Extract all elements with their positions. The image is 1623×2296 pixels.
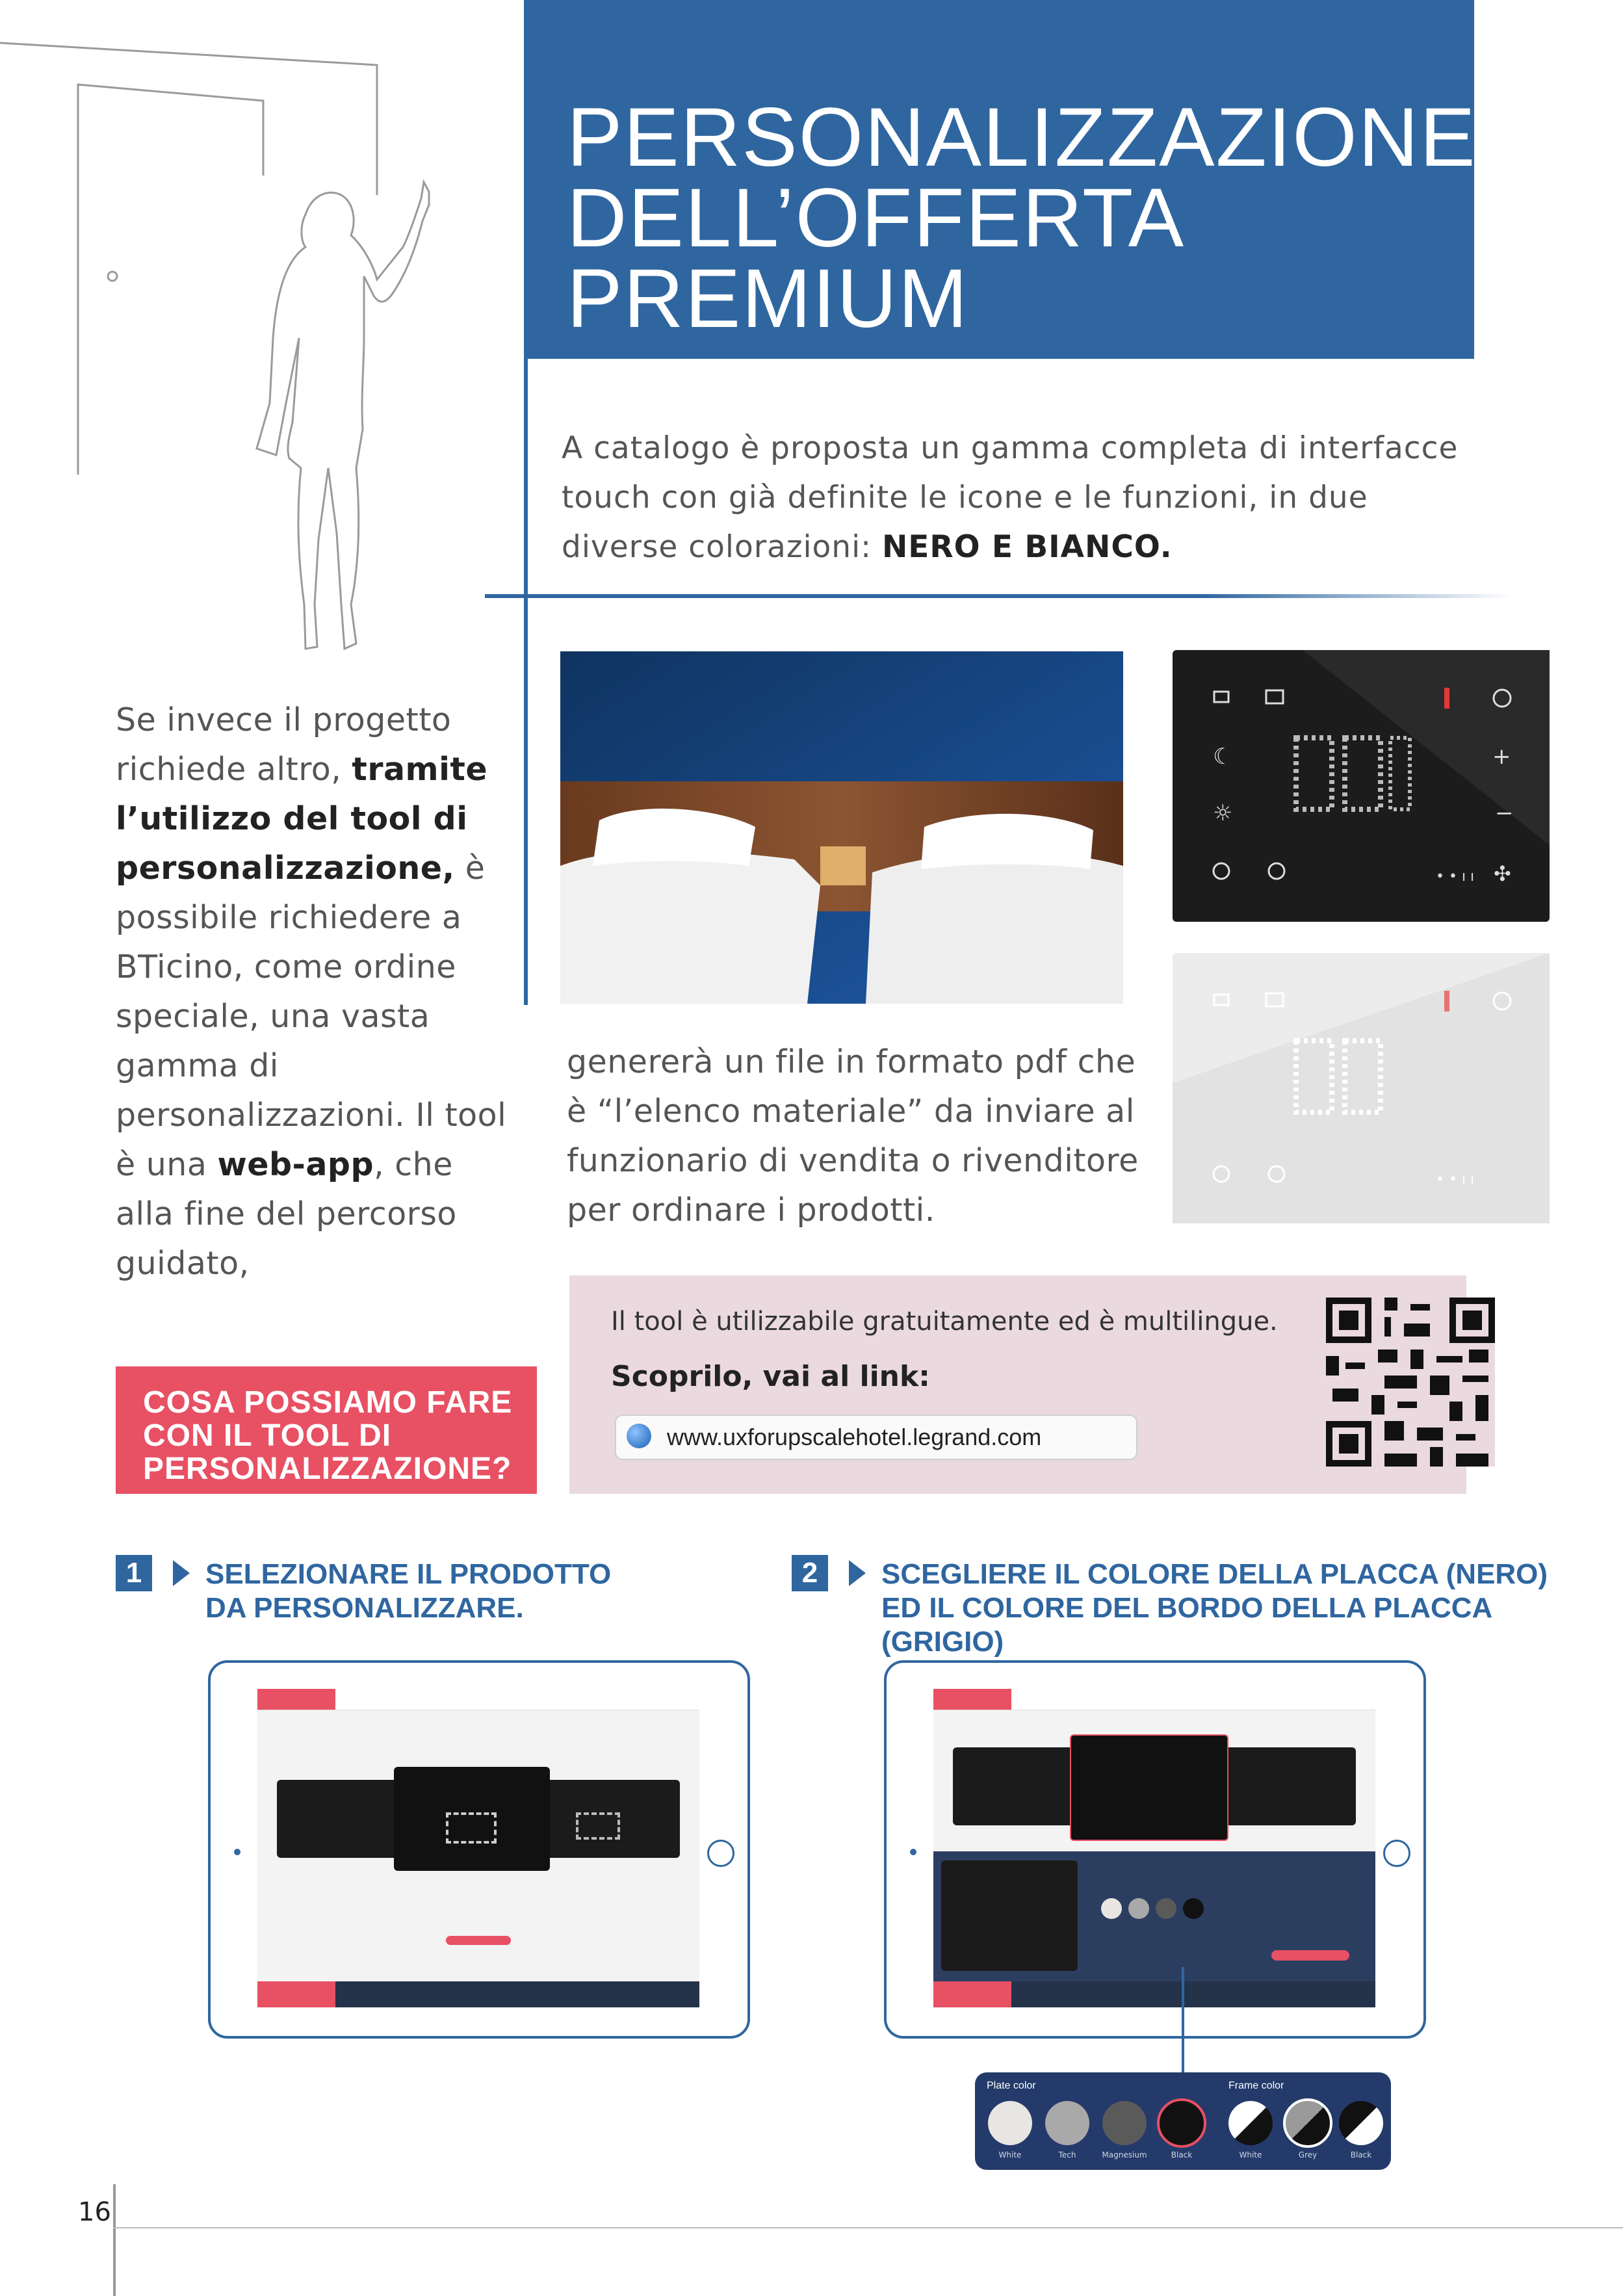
step-1-number: 1 xyxy=(116,1555,152,1591)
callout-box xyxy=(116,1366,537,1494)
camera-dot xyxy=(234,1849,240,1855)
intro-paragraph: A catalogo è proposta un gamma completa di interfacce touch con già definite le icone e le funzioni, in due diverse colorazioni: NERO E BIANCO. xyxy=(562,430,1459,565)
tablet-screen xyxy=(933,1689,1375,2007)
swatch-frame-black[interactable] xyxy=(1339,2101,1383,2145)
swatch-plate-black[interactable] xyxy=(1157,2098,1206,2148)
link-box-line2: Scoprilo, vai al link: xyxy=(611,1360,930,1393)
globe-icon xyxy=(627,1424,651,1448)
divider-vertical xyxy=(524,359,528,1005)
home-button[interactable] xyxy=(1383,1840,1410,1867)
tablet-step-2 xyxy=(884,1660,1426,2039)
footer-vertical-rule xyxy=(113,2184,116,2296)
title-line-3: PREMIUM xyxy=(567,252,969,345)
swatch-label: Black xyxy=(1350,2150,1372,2159)
url-bar[interactable] xyxy=(615,1415,1137,1460)
title-line-1: PERSONALIZZAZIONE xyxy=(567,91,1477,184)
intro-bold: NERO E BIANCO. xyxy=(881,529,1173,565)
step-1-text: SELEZIONARE IL PRODOTTO DA PERSONALIZZARE. xyxy=(205,1558,612,1624)
swatch-frame-grey[interactable] xyxy=(1283,2098,1332,2148)
chevron-right-icon xyxy=(849,1560,866,1586)
link-box-line1: Il tool è utilizzabile gratuitamente ed è multilingue. xyxy=(611,1307,1278,1337)
swatch-frame-white[interactable] xyxy=(1228,2101,1273,2145)
svg-text:☾: ☾ xyxy=(1213,744,1233,770)
camera-dot xyxy=(910,1849,916,1855)
home-button[interactable] xyxy=(707,1840,734,1867)
swatch-plate-magnesium[interactable] xyxy=(1102,2101,1147,2145)
plate-color-label: Plate color xyxy=(987,2080,1036,2091)
hotel-room-photo xyxy=(560,651,1123,1004)
frame-color-label: Frame color xyxy=(1228,2080,1284,2091)
svg-text:☼: ☼ xyxy=(1213,800,1233,826)
url-text[interactable]: www.uxforupscalehotel.legrand.com xyxy=(667,1424,1042,1450)
callout-text: COSA POSSIAMO FARE CON IL TOOL DI PERSONALIZZAZIONE? xyxy=(143,1385,513,1486)
chevron-right-icon xyxy=(173,1560,190,1586)
swatch-label: White xyxy=(998,2150,1022,2159)
woman-at-door-illustration xyxy=(0,0,520,663)
white-thermostat-panel xyxy=(1173,953,1550,1223)
middle-column-text: genererà un file in formato pdf che è “l’elenco materiale” da inviare al funzionario di vendita o rivenditore per ordinare i prodotti. xyxy=(567,1043,1139,1229)
qr-code-icon[interactable] xyxy=(1326,1298,1495,1467)
title-line-2: DELL’OFFERTA xyxy=(567,172,1186,265)
svg-text:✣: ✣ xyxy=(1494,861,1511,886)
tablet-screen xyxy=(257,1689,699,2007)
color-swatch-panel xyxy=(975,2072,1391,2170)
svg-text:• • ı ı: • • ı ı xyxy=(1436,1171,1475,1188)
divider-horizontal xyxy=(485,594,1512,598)
svg-text:+: + xyxy=(1492,744,1511,770)
connector-line xyxy=(1182,1967,1184,2072)
swatch-label: Tech xyxy=(1058,2150,1076,2159)
link-box xyxy=(569,1275,1466,1494)
svg-text:−: − xyxy=(1495,800,1514,826)
step-2-text: SCEGLIERE IL COLORE DELLA PLACCA (NERO) ED IL COLORE DEL BORDO DELLA PLACCA (GRIGIO) xyxy=(881,1558,1548,1658)
tablet-step-1 xyxy=(208,1660,750,2039)
left-column-text: Se invece il progetto richiede altro, tramite l’utilizzo del tool di personalizzazione, è possibile richiedere a BTicino, come ordine speciale, una vasta gamma di personalizzazioni. Il tool è una web-app, che alla fine del percorso guidato, xyxy=(116,701,507,1282)
step-2-number: 2 xyxy=(792,1555,828,1591)
footer-horizontal-rule xyxy=(113,2227,1623,2228)
swatch-label: Grey xyxy=(1298,2150,1318,2159)
swatch-plate-tech[interactable] xyxy=(1045,2101,1089,2145)
page-number: 16 xyxy=(78,2197,111,2227)
black-thermostat-panel xyxy=(1173,650,1550,922)
swatch-label: Magnesium xyxy=(1102,2150,1147,2159)
swatch-label: Black xyxy=(1171,2150,1193,2159)
swatch-label: White xyxy=(1239,2150,1262,2159)
svg-text:• • ı ı: • • ı ı xyxy=(1436,868,1475,885)
swatch-plate-white[interactable] xyxy=(988,2101,1032,2145)
